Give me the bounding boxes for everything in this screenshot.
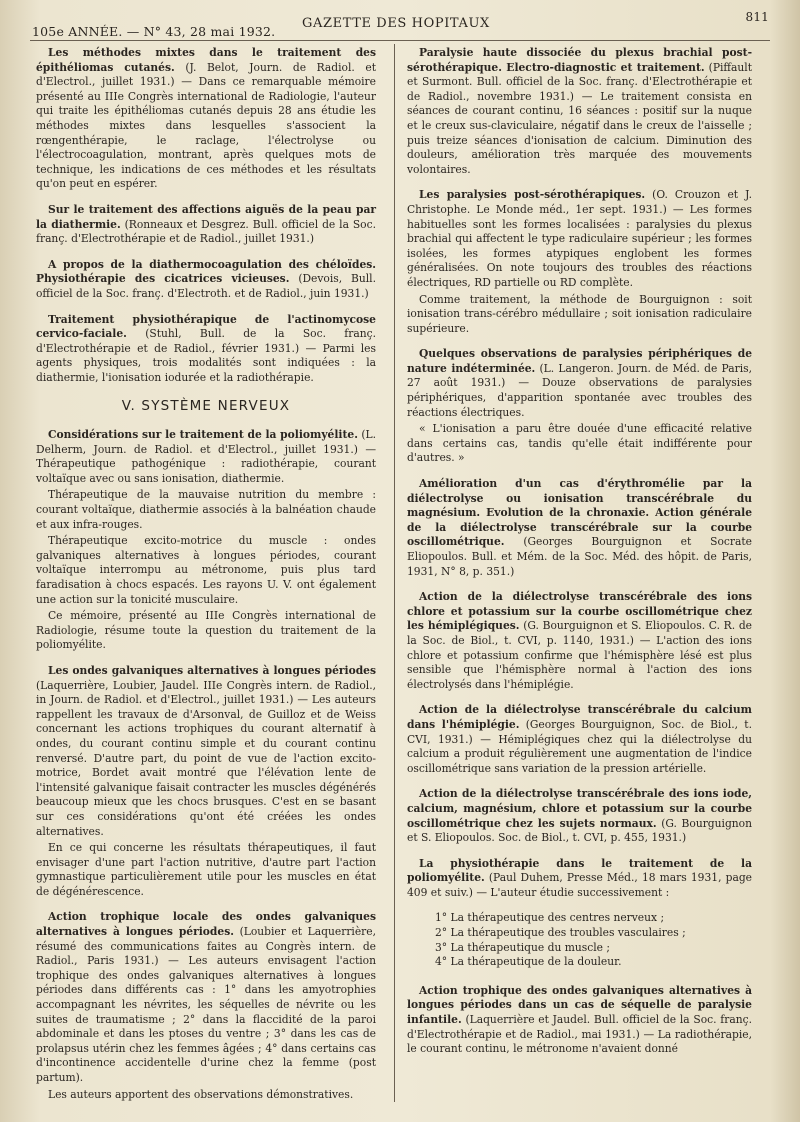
article-title: La physiothérapie dans le traitement de la poliomyélite. [407, 856, 752, 885]
article-bourguignon-iode [407, 787, 752, 845]
article-delherm [36, 428, 376, 486]
article-reference: (L. Langeron. Journ. de Méd. de Paris, 27 août 1931.) [407, 361, 753, 390]
article-body: — La radiothérapie, le courant continu, le métronome n'avaient donné [407, 1027, 752, 1056]
article-loubier [36, 910, 376, 1085]
article-reference: (Laquerrière, Loubier, Jaudel. IIIe Congrès intern. de Radiol., in Journ. de Radiol. et d'Electrol., juillet 1931.) [36, 678, 376, 707]
article-reference: (Loubier et Laquerrière, résumé des communications faites au Congrès intern. de Radiol., Paris 1931.) [36, 925, 376, 968]
article-title: Amélioration d'un cas d'érythromélie par la diélectrolyse ou ionisation transcérébrale du magnésium. Evolution de la chronaxie. Action générale de la diélectrolyse transcérébrale sur la courbe oscillométrique. [407, 477, 752, 549]
article-title: Action trophique locale des ondes galvaniques alternatives à longues périodes. [36, 910, 376, 939]
article-body: — Dans ce remarquable mémoire présenté au IIIe Congrès international de Radiologie, l'auteur qui traite les épithéliomas cutanés depuis 28 ans étudie les méthodes mixtes dans lesquelles s'associent la rœngenthérapie, le raclage, l'électrolyse ou l'électrocoagulation, montrant, après quelques mots de technique, les indications de ces méthodes et les résultats qu'on peut en espérer. [36, 75, 376, 191]
issue-info: 105e ANNÉE. — N° 43, 28 mai 1932. [32, 24, 276, 39]
list-item: 1° La thérapeutique des centres nerveux ; [435, 911, 665, 925]
article-title: Les méthodes mixtes dans le traitement des épithéliomas cutanés. [36, 46, 376, 74]
article-reference: (O. Crouzon et J. Christophe. Le Monde méd., 1er sept. 1931.) [407, 188, 752, 216]
article-title: Paralysie haute dissociée du plexus brachial post-sérothérapique. Electro-diagnostic et traitement. [407, 46, 752, 74]
article-stuhl [36, 313, 376, 386]
article-piffault [407, 46, 752, 177]
article-title: Considérations sur le traitement de la poliomyélite. [48, 428, 358, 442]
article-body: — Parmi les agents physiques, trois modalités sont indiquées : la diathermie, l'ionisation iodurée et la radiothérapie. [36, 341, 376, 384]
article-laquerriere [36, 664, 376, 839]
article-reference: (Paul Duhem, Presse Méd., 18 mars 1931, page 409 et suiv.) [407, 871, 752, 899]
article-paragraph: Thérapeutique excito-motrice du muscle : ondes galvaniques alternatives à longues périodes, courant voltaïque interrompu au métronome, puis plus tard faradisation à chocs espacés. Les rayons U. V. ont également une action sur la tonicité musculaire. [36, 534, 376, 606]
article-title: Action trophique des ondes galvaniques alternatives à longues périodes dans un cas de séquelle de paralysie infantile. [407, 983, 752, 1027]
article-paragraph: Les auteurs apportent des observations démonstratives. [48, 1087, 354, 1101]
article-reference: (Laquerrière et Jaudel. Bull. officiel de la Soc. franç. d'Electrothérapie et de Radiol., mai 1931.) [407, 1013, 752, 1041]
article-reference: (J. Belot, Journ. de Radiol. et d'Electrol., juillet 1931.) [36, 60, 377, 89]
article-body: — L'action des ions chlore et potassium confirme que l'hémisphère lésé est plus sensible que l'hémisphère normal à l'action des ions électrolysés dans l'hémiplégie. [407, 633, 752, 691]
article-duhem [407, 857, 752, 901]
article-title: A propos de la diathermocoagulation des chéloïdes. Physiothérapie des cicatrices vicieuses. [36, 257, 376, 286]
article-title: Action de la diélectrolyse transcérébrale du calcium dans l'hémiplégie. [407, 703, 752, 731]
article-title: Action de la diélectrolyse transcérébrale des ions iode, calcium, magnésium, chlore et potassium sur la courbe oscillométrique chez les sujets normaux. [407, 787, 752, 830]
article-reference: (G. Bourguignon et S. Eliopoulos. Soc. de Biol., t. CVI, p. 455, 1931.) [407, 816, 752, 845]
header-rule [30, 40, 770, 41]
article-body: — L'auteur étudie successivement : [476, 885, 670, 899]
article-laquerriere-jaudel [407, 984, 752, 1057]
article-reference: (L. Delherm, Journ. de Radiol. et d'Electrol., juillet 1931.) [36, 428, 377, 456]
article-body: — Hémiplégiques chez qui la diélectrolyse du calcium a produit régulièrement une augmentation de l'indice oscillométrique sans variation de la pression artérielle. [407, 732, 753, 775]
column-divider [394, 44, 395, 1102]
article-belot [36, 46, 376, 192]
article-paragraph: En ce qui concerne les résultats thérapeutiques, il faut envisager d'une part l'action nutritive, d'autre part l'action gymnastique particulièrement utile pour les muscles en état de dégénérescence. [36, 841, 376, 898]
list-item: 3° La thérapeutique du muscle ; [435, 940, 610, 954]
article-reference: (G. Bourguignon et S. Eliopoulos. C. R. de la Soc. de Biol., t. CVI, p. 1140, 1931.) [407, 619, 752, 647]
article-bourguignon-chlore [407, 590, 752, 692]
article-reference: (Devois, Bull. officiel de la Soc. franç. d'Electroth. et de Radiol., juin 1931.) [36, 272, 376, 300]
left-column [36, 46, 376, 1113]
article-bourguignon-erythromelie [407, 477, 752, 579]
article-reference: (Ronneaux et Desgrez. Bull. officiel de la Soc. franç. d'Electrothérapie et de Radiol., juillet 1931.) [36, 217, 377, 246]
list-item: 4° La thérapeutique de la douleur. [435, 955, 622, 969]
article-title: Action de la diélectrolyse transcérébrale des ions chlore et potassium sur la courbe oscillométrique chez les hémiplégiques. [407, 590, 752, 633]
article-paragraph: Thérapeutique de la mauvaise nutrition du membre : courant voltaïque, diathermie associés à la balnéation chaude et aux infra-rouges. [36, 488, 376, 531]
article-langeron [407, 347, 752, 420]
right-column [407, 46, 752, 1068]
article-body: — Les auteurs rappellent les travaux de d'Arsonval, de Guilloz et de Weiss concernant les actions trophiques du courant alternatif à ondes, du courant continu simple et du courant continu renversé. D'autre part, du point de vue de l'action excito-motrice, Bordet avait montré que l'élévation lente de l'intensité galvanique faisait contracter les muscles dégénérés beaucoup mieux que les chocs brusques. C'est en se basant sur ces considérations qu'ont été créées les ondes alternatives. [36, 693, 376, 838]
article-body: — Les formes habituelles sont les formes localisées : paralysies du plexus brachial qui affectent le type radiculaire supérieur ; les formes isolées, les formes atypiques englobent les formes généralisées. On note toujours des troubles des réactions électriques, RD partielle ou RD complète. [407, 202, 752, 289]
article-bourguignon-calcium [407, 703, 752, 776]
article-reference: (Stuhl, Bull. de la Soc. franç. d'Electrothérapie et de Radiol., février 1931.) [36, 327, 376, 355]
article-reference: (Piffault et Surmont. Bull. officiel de la Soc. franç. d'Electrothérapie et de Radiol., novembre 1931.) [407, 60, 752, 103]
article-title: Les paralysies post-sérothérapiques. [419, 188, 646, 202]
article-reference: (Georges Bourguignon, Soc. de Biol., t. CVI, 1931.) [407, 717, 752, 746]
article-devois [36, 258, 376, 302]
journal-title: GAZETTE DES HOPITAUX [302, 16, 490, 31]
article-body: — Thérapeutique pathogénique : radiothérapie, courant voltaïque avec ou sans ionisation, diathermie. [36, 442, 376, 485]
page-header [30, 10, 775, 38]
article-title: Traitement physiothérapique de l'actinomycose cervico-faciale. [36, 312, 376, 341]
article-title: Les ondes galvaniques alternatives à longues périodes [48, 663, 376, 677]
section-heading: V. SYSTÈME NERVEUX [121, 398, 291, 415]
article-body: — Les auteurs envisagent l'action trophique des ondes galvaniques alternatives à longues périodes dans différents cas : 1° dans les amyotrophies accompagnant les névrites, les séquelles de névrite ou les suites de traumatisme ; 2° dans la flaccidité de la paroi abdominale et dans les ptoses du ventre ; 3° dans les cas de prolapsus utérin chez les femmes âgées ; 4° dans certains cas d'incontinence accidentelle d'urine chez la femme (post partum). [36, 954, 376, 1084]
article-body: — Le traitement consista en séances de courant continu, 16 séances : positif sur la nuque et le creux sus-claviculaire, négatif dans le creux de l'aisselle ; puis treize séances d'ionisation de calcium. Diminution des douleurs, amélioration très marquée des mouvements volontaires. [407, 89, 753, 176]
article-title: Quelques observations de paralysies périphériques de nature indéterminée. [407, 347, 752, 375]
article-paragraph: Ce mémoire, présenté au IIIe Congrès international de Radiologie, résume toute la question du traitement de la poliomyélite. [36, 609, 376, 652]
article-crouzon [407, 188, 752, 290]
page-number: 811 [745, 10, 769, 24]
article-ronneaux [36, 203, 376, 247]
article-reference: (Georges Bourguignon et Socrate Eliopoulos. Bull. et Mém. de la Soc. Méd. des hôpit. de Paris, 1931, N° 8, p. 351.) [407, 535, 752, 578]
therapy-list [407, 911, 752, 969]
article-title: Sur le traitement des affections aiguës de la peau par la diathermie. [36, 202, 376, 231]
article-paragraph: Comme traitement, la méthode de Bourguignon : soit ionisation trans-cérébro médullaire ; soit ionisation radiculaire supérieure. [407, 292, 752, 335]
list-item: 2° La thérapeutique des troubles vasculaires ; [435, 926, 686, 940]
article-quote: « L'ionisation a paru être douée d'une efficacité relative dans certains cas, tandis qu'elle était indifférente pour d'autres. » [407, 422, 752, 465]
article-body: — Douze observations de paralysies périphériques, d'apparition spontanée avec troubles des réactions électriques. [407, 376, 752, 419]
